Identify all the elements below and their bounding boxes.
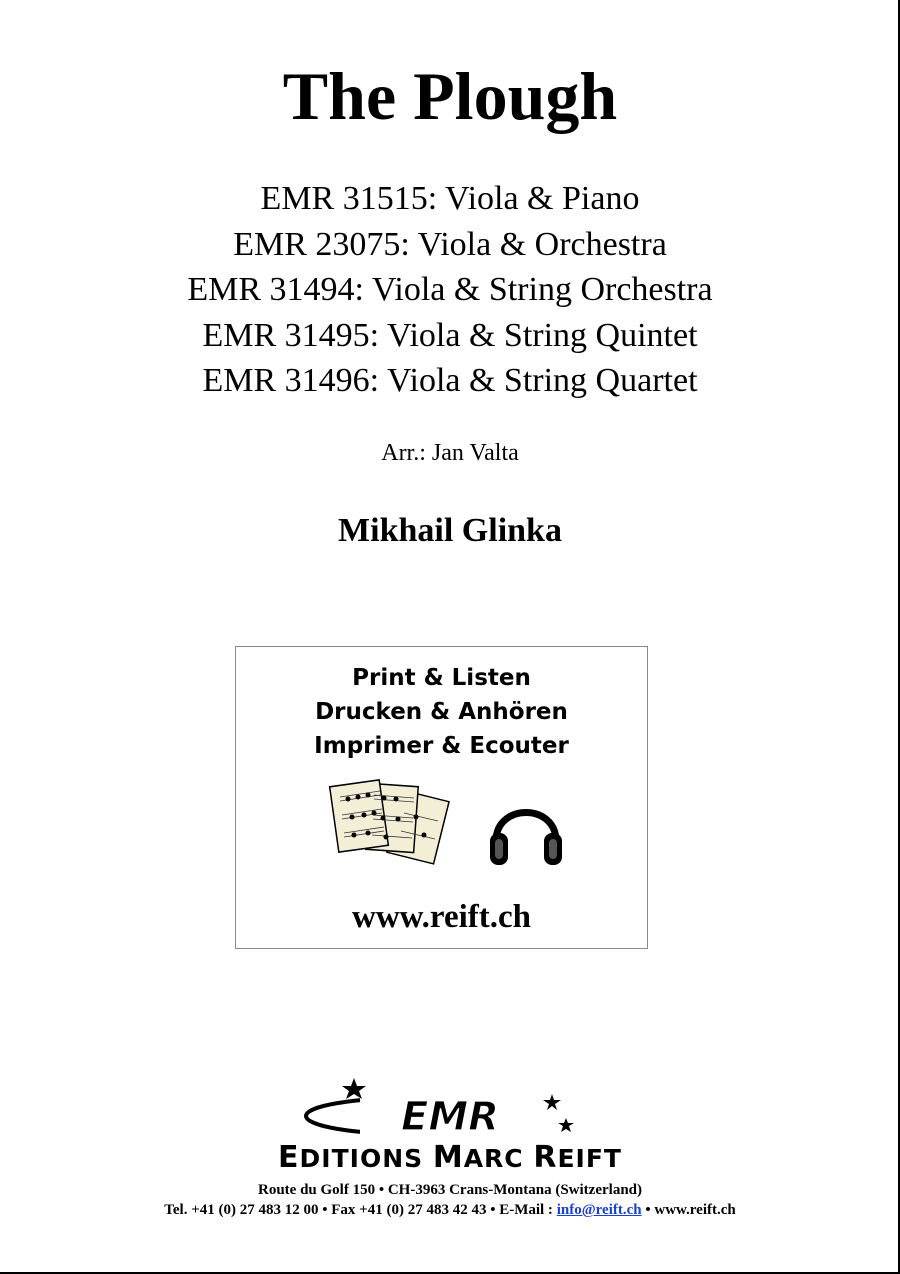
publisher-contact xyxy=(0,1200,900,1220)
edition-list xyxy=(0,176,900,404)
page-title: The Plough xyxy=(282,58,618,134)
arranger: Arr.: Jan Valta xyxy=(381,440,519,466)
contact-prefix: Tel. +41 (0) 27 483 12 00 • Fax +41 (0) 27 483 42 43 • E-Mail : xyxy=(164,1202,557,1218)
promo-lines xyxy=(236,661,647,763)
edition-item: EMR 31496: Viola & String Quartet xyxy=(202,362,698,399)
print-listen-box xyxy=(235,646,648,949)
composer: Mikhail Glinka xyxy=(338,512,562,549)
promo-url[interactable]: www.reift.ch xyxy=(351,899,532,935)
contact-suffix: • www.reift.ch xyxy=(641,1202,736,1218)
logo-text: EMR xyxy=(401,1094,499,1138)
promo-line: Drucken & Anhören xyxy=(315,699,568,725)
promo-icons xyxy=(236,777,647,877)
headphones-icon xyxy=(486,791,566,871)
edition-item: EMR 31515: Viola & Piano xyxy=(260,180,640,217)
publisher-address: Route du Golf 150 • CH-3963 Crans-Montana (Switzerland) xyxy=(258,1182,642,1198)
edition-item: EMR 31494: Viola & String Orchestra xyxy=(187,271,713,308)
promo-line: Print & Listen xyxy=(352,665,531,691)
promo-line: Imprimer & Ecouter xyxy=(314,733,569,759)
emr-logo xyxy=(300,1074,600,1138)
email-link[interactable]: info@reift.ch xyxy=(556,1202,642,1218)
publisher-name: EDITIONS MARC REIFT xyxy=(278,1140,622,1175)
sheet-music-icon xyxy=(328,777,458,877)
edition-item: EMR 31495: Viola & String Quintet xyxy=(202,316,698,354)
edition-item: EMR 23075: Viola & Orchestra xyxy=(233,225,667,263)
